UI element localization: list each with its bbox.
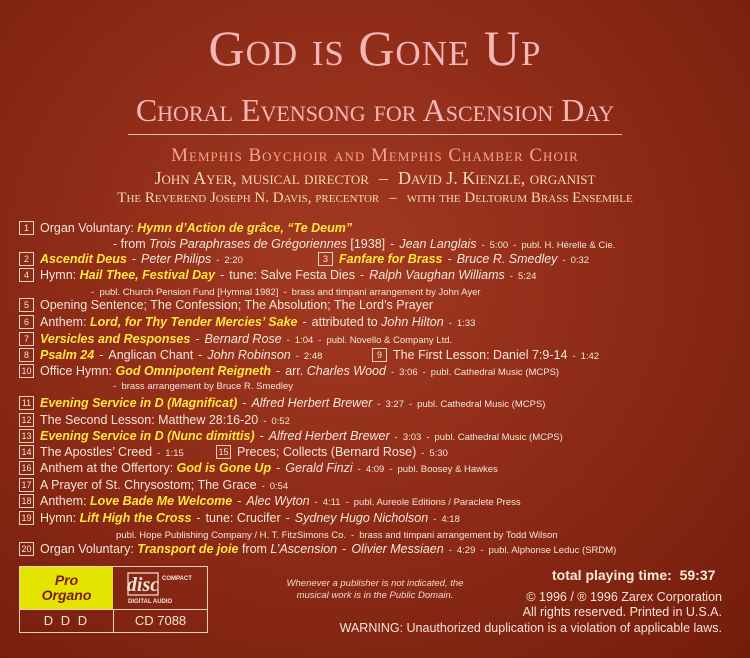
publisher: publ. Aureole Editions / Paraclete Press xyxy=(353,497,521,508)
from-label: from xyxy=(238,542,271,556)
publisher: publ. Hope Publishing Company / H. T. FitzSimons Co. xyxy=(116,530,347,541)
arrangement: brass and timpani arrangement by John Ayer xyxy=(291,287,481,298)
track-number: 19 xyxy=(19,511,34,525)
total-time: 59:37 xyxy=(679,567,716,583)
track-8: 8 Psalm 24 - Anglican Chant - John Robinson - 2:48 xyxy=(19,347,322,365)
duration: 3:27 xyxy=(385,399,404,410)
track-title: Versicles and Responses xyxy=(40,332,191,346)
publisher: publ. H. Hérelle & Cie. xyxy=(521,240,616,251)
composer: Jean Langlais xyxy=(399,237,477,251)
track-15: 15 Preces; Collects (Bernard Rose) - 5:30 xyxy=(216,444,448,462)
track-prefix: Anthem: xyxy=(40,494,91,508)
credit-dash: – xyxy=(378,168,388,188)
track-title: Psalm 24 xyxy=(40,348,95,362)
divider-line xyxy=(128,134,622,135)
total-playing-time xyxy=(552,567,715,583)
track-13: 13 Evening Service in D (Nunc dimittis) - Alfred Herbert Brewer - 3:03 - publ. Cathedral Music (MCPS) xyxy=(19,428,563,446)
duration: 5:24 xyxy=(517,271,537,282)
track-text: The First Lesson: Daniel 7:9-14 xyxy=(393,348,568,362)
track-16: 16 Anthem at the Offertory: God is Gone Up - Gerald Finzi - 4:09 - publ. Boosey & Hawkes xyxy=(19,460,498,478)
track-title: Hymn d’Action de grâce, “Te Deum” xyxy=(137,221,353,235)
track-number: 18 xyxy=(19,494,34,508)
track-number: 15 xyxy=(216,445,231,459)
album-subtitle: Choral Evensong for Ascension Day xyxy=(135,92,615,128)
track-19: 19 Hymn: Lift High the Cross - tune: Crucifer - Sydney Hugo Nicholson - 4:18 xyxy=(19,510,460,528)
track-17: 17 A Prayer of St. Chrysostom; The Grace - 0:54 xyxy=(19,477,288,495)
composer: Bruce R. Smedley xyxy=(456,252,558,266)
track-prefix: Office Hymn: xyxy=(40,364,116,378)
track-number: 8 xyxy=(19,348,34,362)
track-7: 7 Versicles and Responses - Bernard Rose - 1:04 - publ. Novello & Company Ltd. xyxy=(19,331,452,349)
track-1-details: - from Trois Paraphrases de Grégoriennes [1938] - Jean Langlais - 5:00 - publ. H. Hérelle & Cie. xyxy=(113,237,616,251)
track-number: 3 xyxy=(318,252,333,266)
track-number: 7 xyxy=(19,332,34,346)
choir-credit: Memphis Boychoir and Memphis Chamber Choir xyxy=(171,145,579,166)
compact-disc-icon xyxy=(126,571,196,605)
disc-audio-label: DIGITAL AUDIO xyxy=(128,599,173,605)
track-number: 10 xyxy=(19,364,34,378)
svg-text:disc: disc xyxy=(126,574,160,596)
track-prefix: Organ Voluntary: xyxy=(40,542,138,556)
composer: Alfred Herbert Brewer xyxy=(268,429,390,443)
duration: 2:48 xyxy=(303,351,323,362)
composer: Ralph Vaughan Williams xyxy=(369,268,505,282)
track-title: Evening Service in D (Nunc dimittis) xyxy=(40,429,255,443)
track-number: 17 xyxy=(19,478,34,492)
track-title: God is Gone Up xyxy=(176,461,272,475)
rights-line: All rights reserved. Printed in U.S.A. xyxy=(522,605,722,619)
disc-compact-label: COMPACT xyxy=(162,576,192,582)
source-year: [1938] xyxy=(346,237,386,251)
brass-credit: with the Deltorum Brass Ensemble xyxy=(406,190,633,206)
duration: 5:30 xyxy=(429,448,448,459)
track-prefix: Hymn: xyxy=(40,511,80,525)
logo-text-organo: Organo xyxy=(41,587,92,603)
track-title: Lord, for Thy Tender Mercies’ Sake xyxy=(90,315,298,329)
track-number: 20 xyxy=(19,542,34,556)
catalog-number: CD 7088 xyxy=(134,613,187,628)
publisher: publ. Cathedral Music (MCPS) xyxy=(417,399,546,410)
track-number: 6 xyxy=(19,315,34,329)
track-number: 9 xyxy=(372,348,387,362)
pro-organo-logo xyxy=(20,567,114,609)
duration: 3:06 xyxy=(399,367,418,378)
track-number: 11 xyxy=(19,396,34,410)
track-number: 12 xyxy=(19,413,34,427)
composer: Gerald Finzi xyxy=(285,461,353,475)
publisher: publ. Church Pension Fund [Hymnal 1982] xyxy=(99,287,279,298)
copyright-block xyxy=(523,590,722,620)
track-prefix: Organ Voluntary: xyxy=(40,221,138,235)
track-14: 14 The Apostles’ Creed - 1:15 xyxy=(19,444,184,462)
track-number: 2 xyxy=(19,252,34,266)
duration: 1:15 xyxy=(165,448,184,459)
composer: Charles Wood xyxy=(306,364,386,378)
track-title: Transport de joie xyxy=(137,542,239,556)
composer: John Robinson xyxy=(207,348,291,362)
track-number: 1 xyxy=(19,221,34,235)
track-4: 4 Hymn: Hail Thee, Festival Day - tune: Salve Festa Dies - Ralph Vaughan Williams - 5:24 xyxy=(19,267,536,285)
source-work: L’Ascension xyxy=(270,542,338,556)
composer: Alfred Herbert Brewer xyxy=(251,396,373,410)
duration: 5:00 xyxy=(489,240,509,251)
warning-line: WARNING: Unauthorized duplication is a violation of applicable laws. xyxy=(339,621,722,635)
public-domain-note: Whenever a publisher is not indicated, the musical work is in the Public Domain. xyxy=(286,578,464,601)
logo-text-pro: Pro xyxy=(54,572,79,588)
duration: 4:29 xyxy=(456,545,476,556)
director-credit-line xyxy=(0,168,750,188)
track-11: 11 Evening Service in D (Magnificat) - Alfred Herbert Brewer - 3:27 - publ. Cathedral Music (MCPS) xyxy=(19,395,545,413)
total-label: total playing time: xyxy=(552,567,672,583)
duration: 4:11 xyxy=(322,497,341,508)
publisher: publ. Novello & Company Ltd. xyxy=(326,335,453,346)
track-3: 3 Fanfare for Brass - Bruce R. Smedley - 0:32 xyxy=(318,251,589,269)
label-logos xyxy=(19,566,208,610)
track-19-details: publ. Hope Publishing Company / H. T. FitzSimons Co. - brass and timpani arrangement by Todd Wilson xyxy=(116,530,558,541)
track-prefix: Hymn: xyxy=(40,268,80,282)
track-title: Ascendit Deus xyxy=(40,252,127,266)
duration: 0:54 xyxy=(269,481,289,492)
track-20: 20 Organ Voluntary: Transport de joie from L’Ascension - Olivier Messiaen - 4:29 - publ. Alphonse Leduc (SRDM) xyxy=(19,541,616,559)
track-2: 2 Ascendit Deus - Peter Philips - 2:20 xyxy=(19,251,243,269)
precentor-credit: The Reverend Joseph N. Davis, precentor xyxy=(117,190,380,206)
track-number: 4 xyxy=(19,268,34,282)
track-number: 16 xyxy=(19,461,34,475)
track-title: Hail Thee, Festival Day xyxy=(79,268,216,282)
track-text: A Prayer of St. Chrysostom; The Grace xyxy=(40,478,257,492)
track-number: 14 xyxy=(19,445,34,459)
duration: 0:52 xyxy=(271,416,290,427)
track-text: Opening Sentence; The Confession; The Absolution; The Lord’s Prayer xyxy=(40,298,434,312)
tune: tune: Crucifer xyxy=(205,511,281,525)
attribution: attributed to xyxy=(311,315,382,329)
credit-dash: – xyxy=(389,190,397,206)
track-title: Love Bade Me Welcome xyxy=(90,494,233,508)
composer: Sydney Hugo Nicholson xyxy=(294,511,429,525)
track-title: God Omnipotent Reigneth xyxy=(115,364,272,378)
recording-format: D D D xyxy=(20,610,114,632)
chant: Anglican Chant xyxy=(108,348,194,362)
track-number: 13 xyxy=(19,429,34,443)
precentor-credit-line xyxy=(0,189,750,207)
composer: Olivier Messiaen xyxy=(351,542,444,556)
publisher: publ. Cathedral Music (MCPS) xyxy=(434,432,563,443)
publisher: publ. Cathedral Music (MCPS) xyxy=(430,367,560,378)
composer: Peter Philips xyxy=(141,252,212,266)
track-title: Lift High the Cross xyxy=(79,511,192,525)
track-title: Evening Service in D (Magnificat) xyxy=(40,396,238,410)
publisher: publ. Alphonse Leduc (SRDM) xyxy=(488,545,617,556)
source-work: Trois Paraphrases de Grégoriennes xyxy=(149,237,347,251)
track-6: 6 Anthem: Lord, for Thy Tender Mercies’ Sake - attributed to John Hilton - 1:33 xyxy=(19,314,475,332)
track-10: 10 Office Hymn: God Omnipotent Reigneth - arr. Charles Wood - 3:06 - publ. Cathedral Music (MCPS) xyxy=(19,363,559,381)
track-9: 9 The First Lesson: Daniel 7:9-14 - 1:42 xyxy=(372,347,599,365)
duration: 1:42 xyxy=(580,351,600,362)
track-18: 18 Anthem: Love Bade Me Welcome - Alec Wyton - 4:11 - publ. Aureole Editions / Paraclete Press xyxy=(19,493,521,511)
publisher: publ. Boosey & Hawkes xyxy=(397,464,498,475)
arranger-label: arr. xyxy=(285,364,307,378)
composer: John Hilton xyxy=(381,315,444,329)
track-text: The Apostles’ Creed xyxy=(40,445,153,459)
track-5 xyxy=(19,297,433,313)
duration: 1:04 xyxy=(294,335,314,346)
copyright-line: © 1996 / ® 1996 Zarex Corporation xyxy=(526,590,722,604)
duration: 4:18 xyxy=(441,514,460,525)
track-title: Fanfare for Brass xyxy=(339,252,443,266)
album-title: God is Gone Up xyxy=(208,20,542,76)
track-text: Preces; Collects (Bernard Rose) xyxy=(237,445,417,459)
track-12: 12 The Second Lesson: Matthew 28:16-20 - 0:52 xyxy=(19,412,290,430)
format-info xyxy=(19,610,208,633)
track-text: The Second Lesson: Matthew 28:16-20 xyxy=(40,413,259,427)
track-number: 5 xyxy=(19,298,34,312)
track-prefix: Anthem at the Offertory: xyxy=(40,461,177,475)
organist-credit: David J. Kienzle, organist xyxy=(397,168,596,188)
track-1 xyxy=(19,220,352,236)
composer: Bernard Rose xyxy=(204,332,282,346)
duration: 4:09 xyxy=(365,464,385,475)
compact-disc-logo xyxy=(115,567,207,609)
duration: 1:33 xyxy=(456,318,476,329)
arrangement: brass and timpani arrangement by Todd Wilson xyxy=(359,530,558,541)
track-10-details: - brass arrangement by Bruce R. Smedley xyxy=(113,381,294,392)
arrangement: brass arrangement by Bruce R. Smedley xyxy=(121,381,294,392)
composer: Alec Wyton xyxy=(246,494,310,508)
track-4-details: - publ. Church Pension Fund [Hymnal 1982] - brass and timpani arrangement by John Ayer xyxy=(91,287,481,298)
director-credit: John Ayer, musical director xyxy=(154,168,369,188)
duration: 0:32 xyxy=(570,255,590,266)
duration: 2:20 xyxy=(224,255,243,266)
tune: tune: Salve Festa Dies xyxy=(229,268,356,282)
from-label: - from xyxy=(113,237,150,251)
duration: 3:03 xyxy=(402,432,422,443)
track-prefix: Anthem: xyxy=(40,315,91,329)
